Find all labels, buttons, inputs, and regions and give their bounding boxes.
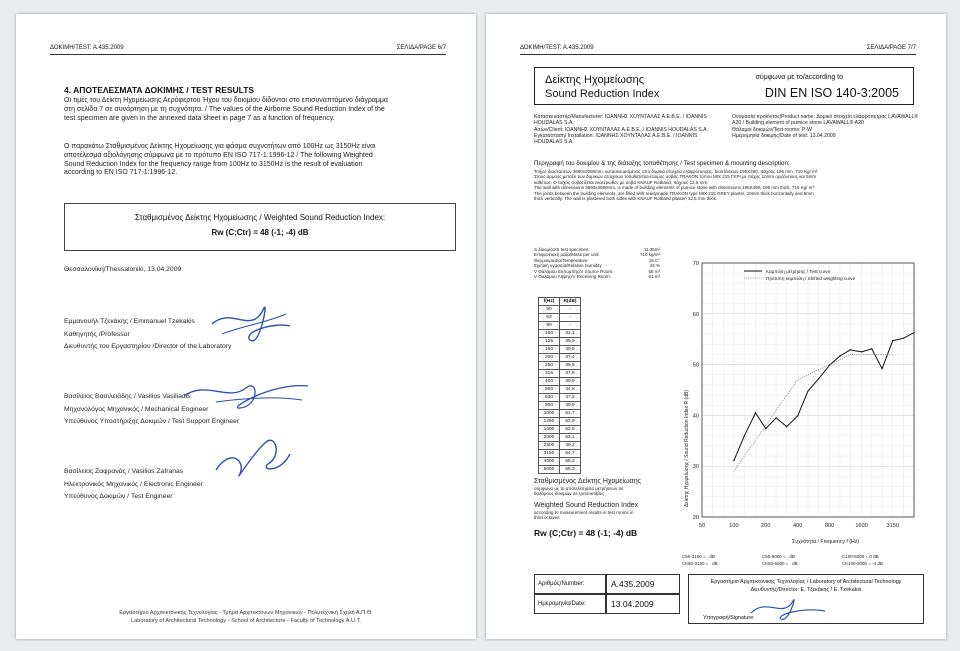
data-point <box>797 415 798 416</box>
table-row <box>539 450 581 458</box>
rating-title-greek: Σταθμισμένος Δείκτης Ηχομείωσης <box>534 478 642 485</box>
term: C100-5000 = 0 dB <box>842 554 879 559</box>
frequency-cell: 80 <box>539 322 560 330</box>
table-row <box>539 354 581 362</box>
frequency-cell: 1000 <box>539 410 560 418</box>
text-line: according to EN ISO 717-1:1996-12. <box>64 169 178 177</box>
signatory-role: Διευθυντής του Εργαστηρίου /Director of the Laboratory <box>64 343 232 350</box>
reduction-cell: - <box>560 306 581 314</box>
data-point <box>755 412 756 413</box>
reduction-cell: 55,2 <box>560 458 581 466</box>
description-text <box>534 169 926 201</box>
product-info <box>732 114 924 139</box>
reference-curve-line <box>734 354 893 471</box>
data-sheet-page <box>486 14 946 639</box>
sound-reduction-chart <box>682 261 926 557</box>
page-number-header: ΣΕΛΙΔΑ/PAGE 7/7 <box>866 45 916 51</box>
reduction-cell: 47,2 <box>560 394 581 402</box>
reduction-cell: 54,7 <box>560 450 581 458</box>
title-english: Sound Reduction Index <box>545 88 660 100</box>
data-point <box>871 348 872 349</box>
table-row <box>539 402 581 410</box>
table-row <box>539 378 581 386</box>
data-point <box>839 355 840 356</box>
frequency-cell: 630 <box>539 394 560 402</box>
column-header: f(Hz) <box>539 298 560 306</box>
product-name: Ονομασία προϊόντος/Product name: Δομικό στοιχείο ελαφρόπετρας LAVAWALL® A20 / Building element of pumice stone LAVAWALL® A20 <box>732 114 919 127</box>
signature-2-image <box>176 372 316 416</box>
results-intro-paragraph <box>64 97 446 123</box>
signatory-role: Υπεύθυνος Δοκιμών / Test Engineer <box>64 493 173 500</box>
frequency-cell: 500 <box>539 386 560 394</box>
term: C50-3150 = dB <box>682 554 715 559</box>
reduction-cell: 37,4 <box>560 354 581 362</box>
reduction-cell: 37,8 <box>560 370 581 378</box>
reduction-cell: 39,9 <box>560 378 581 386</box>
reduction-cell: 44,8 <box>560 386 581 394</box>
table-row <box>539 306 581 314</box>
text-line: third octaves <box>534 515 560 521</box>
frequency-cell: 2500 <box>539 442 560 450</box>
place-date: Θεσσαλονίκη/Thessaloniki, 13.04.2009 <box>64 266 182 273</box>
frequency-cell: 315 <box>539 370 560 378</box>
data-point <box>881 368 882 369</box>
text-line: Sound Reduction Index for the frequency range from 100Hz to 3150Hz is the result of evaluation <box>64 160 363 168</box>
director-signature-image <box>745 591 835 625</box>
frequency-cell: 250 <box>539 362 560 370</box>
table-row <box>539 370 581 378</box>
signature-label: Υπογραφή/Signature: <box>703 615 755 621</box>
reduction-cell: 51,7 <box>560 410 581 418</box>
weighted-index-value: Rw (C;Ctr) = 48 (-1; -4) dB <box>211 228 309 237</box>
table-header-row <box>539 298 581 306</box>
reduction-cell: 40,5 <box>560 346 581 354</box>
title-greek: Δείκτης Ηχομείωσης <box>545 74 645 86</box>
data-point <box>861 351 862 352</box>
reduction-cell: 53,1 <box>560 434 581 442</box>
reduction-cell: - <box>560 314 581 322</box>
test-parameters <box>534 247 660 279</box>
data-point <box>829 364 830 365</box>
standard-name: DIN EN ISO 140-3:2005 <box>764 86 899 100</box>
signatory-3 <box>64 466 203 504</box>
data-point <box>765 428 766 429</box>
legend-label-test: Καμπύλη μέτρησης / Test curve <box>766 269 831 274</box>
signatory-name: Βασίλειος Βασιλειάδης / Vasilios Vasiliadis <box>64 393 191 400</box>
frequency-cell: 3150 <box>539 450 560 458</box>
text-line: The wall with dimensions 3690x3080mm, is made of building elements of pumice stone with dimensions 195X490, 195 mm thick, 710 Kg/ m³. <box>534 185 816 191</box>
frequency-cell: 200 <box>539 354 560 362</box>
date-label: Ημερομηνία/Date: <box>534 594 606 614</box>
reduction-cell: 52,9 <box>560 418 581 426</box>
x-tick-labels <box>699 523 899 529</box>
table-row <box>539 322 581 330</box>
reduction-cell: 39,5 <box>560 362 581 370</box>
test-date: Ημερομηνία δοκιμής/Date of test: 13.04.2009 <box>732 132 836 139</box>
signatory-title: Καθηγητής /Professor <box>64 330 130 338</box>
table-row <box>539 330 581 338</box>
parameter-row: V Θαλάμου Λήψης/V Receiving Room: 51 m³ <box>534 274 660 280</box>
text-line: Τοίχος διαστάσεων 3690x3080mm, κατασκευασμένος από δομικά στοιχεία ελαφρόπετρας, διαστάσεων 195X490, πάχους 195 mm, 710 Kg/ m³. <box>534 169 819 174</box>
frequency-cell: 4000 <box>539 458 560 466</box>
parameter-row: Σχετική υγρασία/Relative humidity 43 % <box>534 263 660 269</box>
parameter-row: V Θαλάμου Εκπομπής/V Source Room: 56 m³ <box>534 268 660 274</box>
section-title: 4. ΑΠΟΤΕΛΕΣΜΑΤΑ ΔΟΚΙΜΗΣ / TEST RESULTS <box>64 85 255 95</box>
signatory-name: Βασίλειος Ζαφρανάς / Vasilios Zafranas <box>64 468 184 475</box>
table-row <box>539 434 581 442</box>
table-row <box>539 362 581 370</box>
x-tick-label: 800 <box>824 523 835 529</box>
number-value: A.435.2009 <box>606 574 680 594</box>
weighted-index-paragraph <box>64 143 446 178</box>
reduction-cell: 49,2 <box>560 442 581 450</box>
lab-footer-line-1: Εργαστήριο Αρχιτεκτονικής Τεχνολογίας - Τμήμα Αρχιτεκτόνων Μηχανικών - Πολυτεχνική Σχολή Α.Π.Θ. <box>119 610 373 616</box>
column-header: R(dB) <box>560 298 581 306</box>
page-number-header: ΣΕΛΙΔΑ/PAGE 6/7 <box>396 45 446 51</box>
text-line: σύμφωνα με το αποτελέσματα μετρήσεων σε <box>534 486 624 491</box>
table-row <box>539 386 581 394</box>
signatory-name: Εμμανουήλ Τζεκάκης / Emmanuel Tzekakis <box>64 318 195 325</box>
y-tick-label: 70 <box>692 261 699 267</box>
signatory-title: Μηχανολόγος Μηχανικός / Mechanical Engineer <box>64 405 209 413</box>
term: Ctr50-5000 = dB <box>762 561 798 567</box>
signature-3-image <box>206 430 296 488</box>
frequency-cell: 100 <box>539 330 560 338</box>
data-point <box>903 337 904 338</box>
table-row <box>539 410 581 418</box>
data-point <box>892 340 893 341</box>
number-label: Αριθμός/Number: <box>534 574 606 594</box>
frequency-table <box>538 297 581 474</box>
results-page <box>16 14 476 639</box>
lab-stamp-box <box>688 574 924 624</box>
rating-english <box>534 502 664 521</box>
text-line: καθέτως. Ο τοίχος σοβατίζεται εκατέρωθεν με σοβά KNAUF Rotband, πάχους 12,5 mm. <box>534 179 709 185</box>
table-row <box>539 426 581 434</box>
term: Ctr50-3150 = dB <box>682 561 718 567</box>
text-line: The joints between the building elements, are filled with readymade TRAKON type MIX 215 GREY plaster, 10mm thick horizontally and 5mm <box>534 190 814 196</box>
reduction-cell: 52,5 <box>560 426 581 434</box>
x-tick-label: 100 <box>729 523 739 529</box>
x-tick-label: 200 <box>761 523 771 529</box>
frequency-cell: 5000 <box>539 466 560 474</box>
signatory-role: Υπεύθυνος Υποστήριξης Δοκιμών / Test Support Engineer <box>64 418 240 425</box>
lab-director: Διευθυντής/Director: Ε. Τζεκάκης / E. Tzekakis <box>750 587 862 593</box>
parameter-row: Επιφανειακή μάζα/Mass per unit: 710 kg/m² <box>534 252 660 258</box>
date-value: 13.04.2009 <box>606 594 680 614</box>
client-info <box>534 114 724 145</box>
data-point <box>786 426 787 427</box>
term: Ctr100-5000 = -4 dB <box>842 561 883 567</box>
frequency-cell: 125 <box>539 338 560 346</box>
y-tick-label: 40 <box>692 413 699 420</box>
table-row <box>539 418 581 426</box>
description-title: Περιγραφή του δοκιμίου & της διάταξης τοποθέτησης / Test specimen & mounting description: <box>534 160 790 167</box>
frequency-cell: 63 <box>539 314 560 322</box>
reduction-cell: 35,9 <box>560 338 581 346</box>
frequency-cell: 400 <box>539 378 560 386</box>
table-row <box>539 346 581 354</box>
x-axis-label: Συχνότητα / Frequency f (Hz) <box>792 539 860 545</box>
y-axis-label: Δείκτης Ηχομείωσης / Sound Reduction Index R (dB) <box>684 389 690 507</box>
text-line: στη σελίδα 7 σε συνάρτηση με τη συχνότητα. / The values of the Airborne Sound Reduction Index of the <box>64 105 385 113</box>
frequency-cell: 2000 <box>539 434 560 442</box>
y-tick-label: 20 <box>692 515 699 521</box>
test-number-header: ΔΟΚΙΜΗ/TEST: A.435.2009 <box>50 45 124 51</box>
text-line: Ο παρακάτω Σταθμισμένος Δείκτης Ηχομείωσης για φάσμα συχνοτήτων από 100Hz ως 3150Hz είναι <box>64 143 376 150</box>
x-tick-label: 50 <box>698 523 706 529</box>
signatory-title: Ηλεκτρονικός Μηχανικός / Electronic Engineer <box>64 480 203 488</box>
parameter-row: Θερμοκρασία/Temperature 15 C° <box>534 257 660 263</box>
chart-series <box>733 332 914 471</box>
signature-1-image <box>202 296 302 352</box>
reduction-cell: - <box>560 322 581 330</box>
table-row <box>539 466 581 474</box>
x-tick-label: 1600 <box>855 523 868 529</box>
x-tick-label: 3150 <box>886 523 899 529</box>
test-rooms: Θάλαμοι δοκιμών/Test rooms: P-W <box>732 126 812 133</box>
frequency-cell: 800 <box>539 402 560 410</box>
client: Αιτών/Client: ΙΩΑΝΝΗΣ ΧΟΥΝΤΑΛΑΣ Α.Ε.Β.Ε. / IOANNIS HOUDALAS S.A. <box>534 126 709 133</box>
reduction-cell: 49,9 <box>560 402 581 410</box>
manufacturer: Κατασκευαστής/Manufacturer: ΙΩΑΝΝΗΣ ΧΟΥΝΤΑΛΑΣ Α.Ε.Β.Ε. / IOANNIS HOUDALAS S.A. <box>534 114 707 127</box>
x-tick-label: 400 <box>793 523 803 529</box>
y-tick-label: 30 <box>692 464 699 471</box>
table-row <box>539 394 581 402</box>
rating-greek <box>534 478 664 497</box>
lab-footer-line-2: Laboratory of Architectural Technology - School of Architecture - Faculty of Technology A.U.T. <box>131 618 361 624</box>
data-point <box>818 378 819 379</box>
frequency-cell: 1600 <box>539 426 560 434</box>
text-line: θαλάμους δοκιμών σε τριτοοκτάβες <box>534 491 605 497</box>
term: C50-5000 = dB <box>762 554 795 559</box>
data-point <box>743 436 744 437</box>
text-line: thick vertically. The wall is plastered both sides with KNAUF Rotband plaster, 12,5 mm thick. <box>534 196 718 202</box>
y-tick-labels <box>693 261 699 521</box>
weighted-index-box <box>64 203 456 251</box>
frequency-cell: 50 <box>539 306 560 314</box>
spectrum-adaptation-terms <box>682 554 922 567</box>
data-point <box>733 460 734 461</box>
text-line: Στους αρμούς μεταξύ των δομικών στοιχείων τοποθετείται έτοιμος σοβάς TRAKON τύπου MIX 215 ΓΚΡΙ με πάχος 10mm οριζόντιους και 5mm <box>534 174 817 180</box>
chart-grid <box>702 263 914 517</box>
table-row <box>539 442 581 450</box>
according-to-label: σύμφωνα με το/according to <box>755 74 843 81</box>
rating-value: Rw (C;Ctr) = 48 (-1; -4) dB <box>534 528 638 538</box>
text-line: αποτέλεσμα αξιολόγησης σύμφωνα με το πρότυπο EN ISO 717-1:1996-12 / The following Weighted <box>64 151 373 159</box>
table-row <box>539 314 581 322</box>
header-rule <box>50 54 446 55</box>
lab-name: Εργαστήριο Αρχιτεκτονικής Τεχνολογίας / Laboratory of Architectural Technology <box>710 579 902 585</box>
legend-label-reference: Πρότυπη καμπύλη / Shifted weighting curve <box>766 276 856 281</box>
table-row <box>539 338 581 346</box>
reduction-cell: 56,3 <box>560 466 581 474</box>
text-line: Οι τιμές του Δείκτη Ηχομείωσης Αερόφερτου Ήχου του δοκιμίου δίδονται στο επισυναπτόμενο διάγραμμα <box>64 97 388 104</box>
y-tick-label: 60 <box>692 311 699 318</box>
reduction-cell: 31,1 <box>560 330 581 338</box>
y-tick-label: 50 <box>692 362 699 369</box>
text-line: according to measurement results in test rooms in <box>534 510 634 515</box>
frequency-cell: 160 <box>539 346 560 354</box>
weighted-index-label: Σταθμισμένος Δείκτης Ηχομείωσης / Weighted Sound Reduction Index: <box>134 213 386 222</box>
table-row <box>539 458 581 466</box>
text-line: test specimen are given in the annexed data sheet in page 7 as a function of frequency. <box>64 114 335 122</box>
test-number-header: ΔΟΚΙΜΗ/TEST: A.435.2009 <box>520 45 594 51</box>
data-sheet-title-box <box>534 67 914 105</box>
test-curve-line <box>734 333 914 461</box>
data-point <box>775 417 776 418</box>
rating-title-english: Weighted Sound Reduction Index <box>534 502 639 509</box>
parameter-row: S δοκιμίου/S test specimen: 11,35m² <box>534 247 660 252</box>
header-rule <box>520 54 916 55</box>
data-point <box>849 349 850 350</box>
data-point <box>807 390 808 391</box>
frequency-cell: 1250 <box>539 418 560 426</box>
installation: Εγκατάσταση/ Installation: ΙΩΑΝΝΗΣ ΧΟΥΝΤΑΛΑΣ Α.Ε.Β.Ε. / IOANNIS HOUDALAS S.A. <box>534 132 698 146</box>
